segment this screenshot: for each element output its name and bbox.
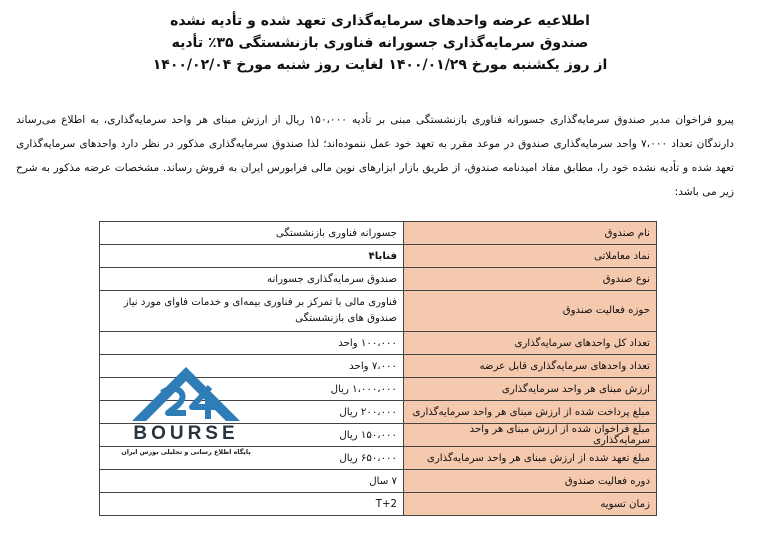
row-label: دوره فعالیت صندوق [404,470,657,493]
logo-tagline: پایگاه اطلاع رسانی و تحلیلی بورس ایران [121,448,251,456]
row-value: ۷ سال [100,470,404,493]
title-line-1: اطلاعیه عرضه واحدهای سرمایه‌گذاری تعهد شده و تأدیه نشده [170,13,590,29]
row-label: مبلغ فراخوان شده از ارزش مبنای هر واحد سرمایه‌گذاری [404,424,657,447]
row-label: نماد معاملاتی [404,245,657,268]
row-value: فناوری مالی با تمرکز بر فناوری بیمه‌ای و خدمات فاوای مورد نیاز صندوق های بازنشستگی [100,291,404,332]
row-label: نوع صندوق [404,268,657,291]
row-value: ۱۰۰،۰۰۰ واحد [100,332,404,355]
title-line-2: صندوق سرمایه‌گذاری جسورانه فناوری بازنشستگی ۳۵٪ تأدیه [171,35,589,51]
row-value: ۱۵۰،۰۰۰ ریال [100,424,404,447]
table-row [100,332,657,355]
intro-paragraph: پیرو فراخوان مدیر صندوق سرمایه‌گذاری جسورانه فناوری بازنشستگی مبنی بر تأدیه ۱۵۰،۰۰۰ ریال از ارزش مبنای هر واحد سرمایه‌گذاری، به اطلاع می‌رساند دارندگان تعداد ۷،۰۰۰ واحد سرمایه‌گذاری صندوق در موعد مقرر به تعهد خود عمل ننموده‌اند؛ لذا صندوق سرمایه‌گذاری مذکور در نظر دارد واحدهای سرمایه‌گذاری تعهد شده و تأدیه نشده خود را، مطابق مفاد امیدنامه صندوق، از طریق بازار ابزارهای نوین مالی فرابورس ایران به فروش رساند. مشخصات عرضه مذکور به شرح زیر می باشد: [16,114,735,198]
table-row [100,222,657,245]
logo-brand-text: BOURSE [133,423,239,444]
row-label: مبلغ تعهد شده از ارزش مبنای هر واحد سرمایه‌گذاری [404,447,657,470]
table-row [100,245,657,268]
row-value: فنابا۴ [100,245,404,268]
row-value: ۷،۰۰۰ واحد [100,355,404,378]
row-value: T+2 [100,493,404,516]
row-label: تعداد واحدهای سرمایه‌گذاری قابل عرضه [404,355,657,378]
table-row [100,493,657,516]
row-value: ۲۰۰،۰۰۰ ریال [100,401,404,424]
row-label: حوزه فعالیت صندوق [404,291,657,332]
row-label: نام صندوق [404,222,657,245]
announcement-header [0,10,760,76]
title-line-3: از روز یکشنبه مورخ ۱۴۰۰/۰۱/۲۹ لغایت روز شنبه مورخ ۱۴۰۰/۰۲/۰۴ [152,57,608,73]
row-label: زمان تسویه [404,493,657,516]
row-value: ۶۵۰،۰۰۰ ریال [100,447,404,470]
row-label: ارزش مبنای هر واحد سرمایه‌گذاری [404,378,657,401]
row-value: صندوق سرمایه‌گذاری جسورانه [100,268,404,291]
row-label: مبلغ پرداخت شده از ارزش مبنای هر واحد سرمایه‌گذاری [404,401,657,424]
table-row [100,470,657,493]
table-row [100,268,657,291]
table-row [100,291,657,332]
bourse24-watermark-logo [112,363,260,463]
bourse24-mark-icon [112,363,260,423]
row-label: تعداد کل واحدهای سرمایه‌گذاری [404,332,657,355]
row-value: ۱،۰۰۰،۰۰۰ ریال [100,378,404,401]
row-value: جسورانه فناوری بازنشستگی [100,222,404,245]
